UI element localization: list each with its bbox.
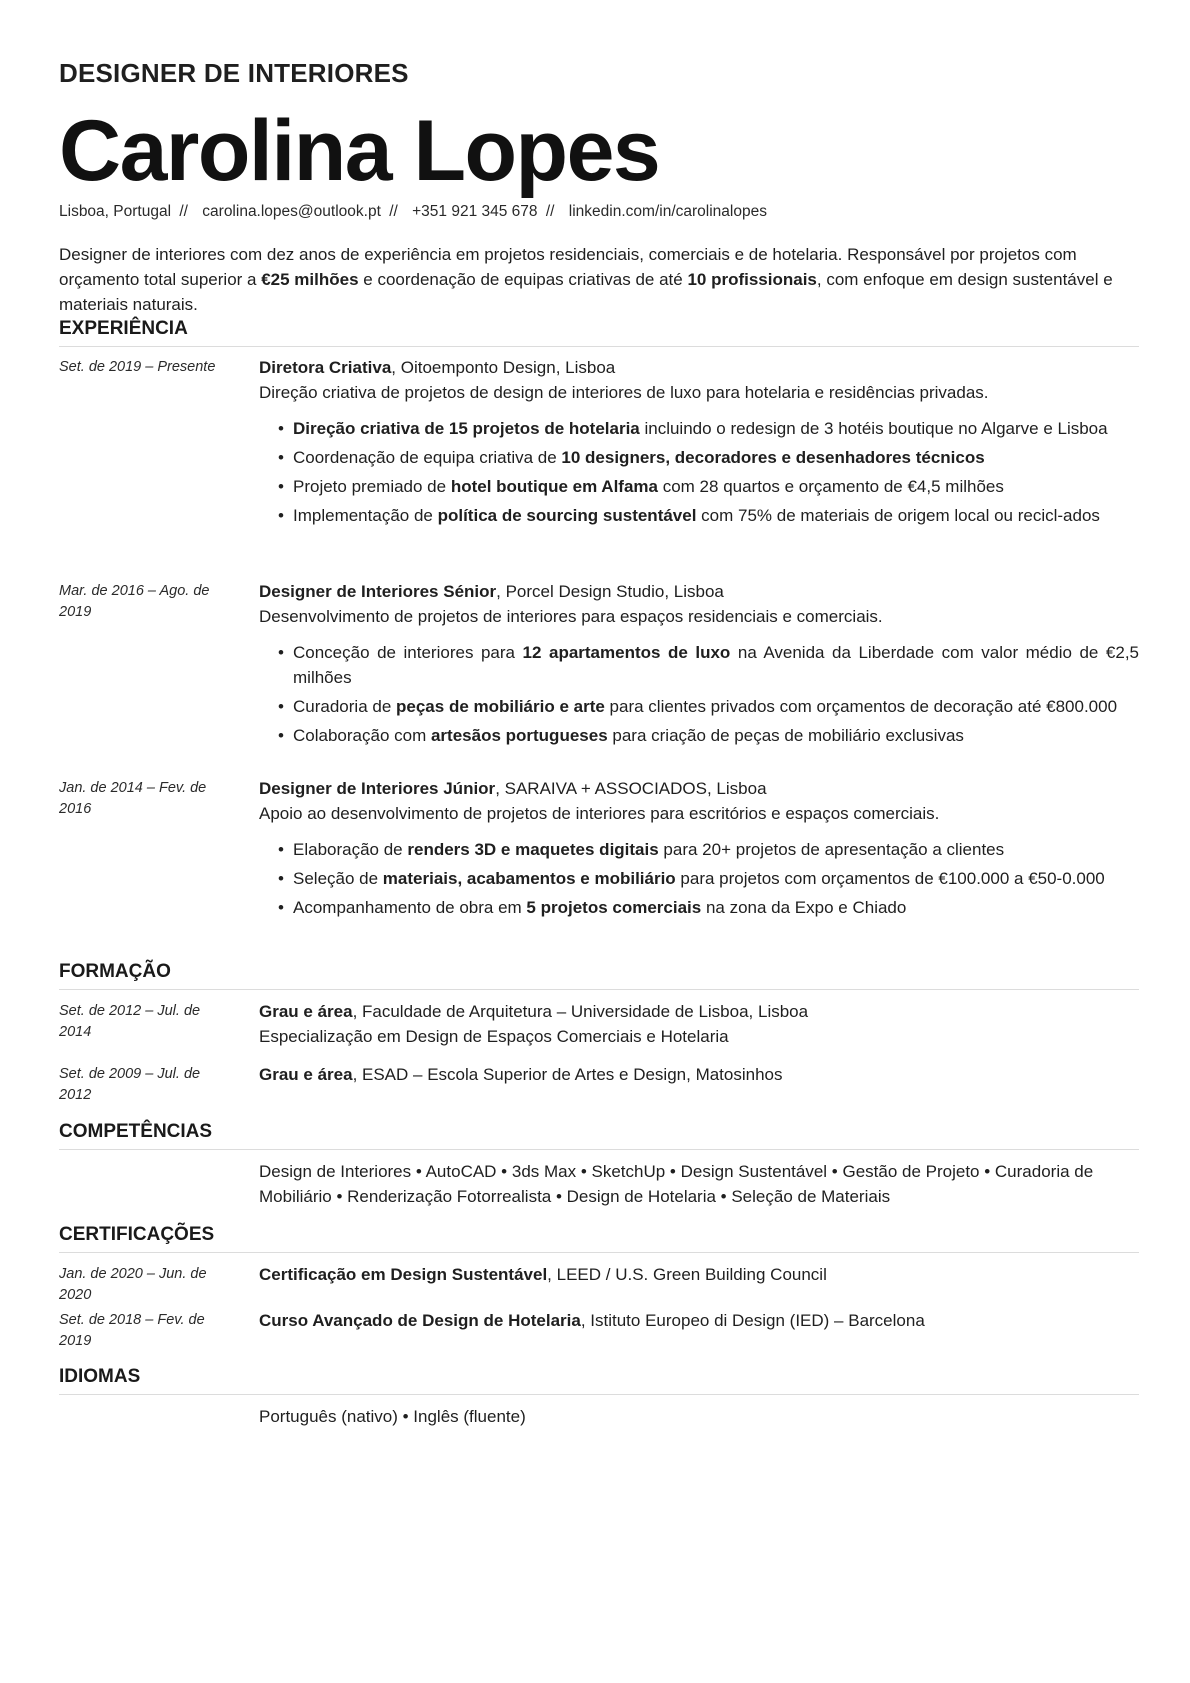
job-title: DESIGNER DE INTERIORES	[59, 58, 409, 88]
entry-date: Set. de 2009 – Jul. de 2012	[59, 1066, 201, 1103]
bullet-item: • Seleção de materiais, acabamentos e mobiliário para projetos com orçamentos de €100.000 a €50-0.000	[278, 866, 1139, 891]
entry-org: , SARAIVA + ASSOCIADOS, Lisboa	[495, 779, 767, 798]
profile-summary	[59, 242, 1139, 317]
bullet-item: • Projeto premiado de hotel boutique em Alfama com 28 quartos e orçamento de €4,5 milhões	[278, 474, 1139, 499]
bullet-item: • Direção criativa de 15 projetos de hotelaria incluindo o redesign de 3 hotéis boutique no Algarve e Lisboa	[278, 416, 1139, 441]
entry-org: , ESAD – Escola Superior de Artes e Design, Matosinhos	[352, 1065, 783, 1084]
entry-date: Set. de 2018 – Fev. de 2019	[59, 1312, 205, 1349]
contact-separator: //	[545, 203, 555, 220]
entry-body	[259, 1262, 1139, 1287]
entry-body	[259, 579, 1139, 752]
entry-title: Diretora Criativa	[259, 358, 392, 377]
bullet-item: • Implementação de política de sourcing sustentável com 75% de materiais de origem local ou recicl-ados	[278, 503, 1139, 528]
summary-text: e coordenação de equipas criativas de até	[358, 270, 688, 289]
entry-description: Desenvolvimento de projetos de interiores para espaços residenciais e comerciais.	[259, 607, 883, 626]
entry-description: Direção criativa de projetos de design de interiores de luxo para hotelaria e residências privadas.	[259, 383, 989, 402]
contact-separator: //	[389, 203, 398, 220]
entry-description: Especialização em Design de Espaços Comerciais e Hotelaria	[259, 1027, 729, 1046]
entry-bullets	[259, 416, 1139, 528]
entry-body	[259, 355, 1139, 532]
languages-section	[59, 1366, 1139, 1395]
entry-org: , Faculdade de Arquitetura – Universidade de Lisboa, Lisboa	[352, 1002, 809, 1021]
section-heading-experience: EXPERIÊNCIA	[59, 318, 1139, 347]
entry-title: Curso Avançado de Design de Hotelaria	[259, 1311, 581, 1330]
contact-separator: //	[179, 203, 188, 220]
entry-body	[259, 1062, 1139, 1087]
bullet-item: • Colaboração com artesãos portugueses para criação de peças de mobiliário exclusivas	[278, 723, 1139, 748]
section-heading-certifications: CERTIFICAÇÕES	[59, 1224, 1139, 1253]
experience-section	[59, 318, 1139, 347]
entry-date: Set. de 2012 – Jul. de 2014	[59, 1003, 201, 1040]
summary-highlight: 10 profissionais	[687, 270, 817, 289]
skills-section	[59, 1121, 1139, 1150]
contact-location: Lisboa, Portugal	[59, 203, 172, 220]
summary-text: Designer de interiores com dez anos de experiência em projetos residenciais, comerciais e de hotelaria. Responsável por projetos com orçamento total superior a	[59, 245, 1077, 289]
entry-org: , Oitoemponto Design, Lisboa	[391, 358, 616, 377]
bullet-item: • Acompanhamento de obra em 5 projetos comerciais na zona da Expo e Chiado	[278, 895, 1139, 920]
section-heading-skills: COMPETÊNCIAS	[59, 1121, 1139, 1150]
entry-body	[259, 1308, 1139, 1333]
summary-highlight: €25 milhões	[261, 270, 359, 289]
entry-title: Designer de Interiores Sénior	[259, 582, 497, 601]
contact-line	[59, 203, 767, 221]
entry-bullets	[259, 837, 1139, 920]
entry-title: Grau e área	[259, 1065, 353, 1084]
skills-list: Design de Interiores • AutoCAD • 3ds Max • SketchUp • Design Sustentável • Gestão de Projeto • Curadoria de Mobiliário • Renderização Fotorrealista • Design de Hotelaria • Seleção de Materiais	[259, 1162, 1094, 1206]
bullet-item: • Coordenação de equipa criativa de 10 designers, decoradores e desenhadores técnicos	[278, 445, 1139, 470]
entry-body	[259, 776, 1139, 924]
entry-date: Jan. de 2020 – Jun. de 2020	[59, 1266, 207, 1303]
entry-body	[259, 999, 1139, 1049]
entry-org: , Istituto Europeo di Design (IED) – Barcelona	[580, 1311, 925, 1330]
bullet-item: • Elaboração de renders 3D e maquetes digitais para 20+ projetos de apresentação a clientes	[278, 837, 1139, 862]
entry-title: Certificação em Design Sustentável	[259, 1265, 548, 1284]
entry-title: Grau e área	[259, 1002, 353, 1021]
summary-text: , com enfoque em design sustentável e materiais naturais.	[59, 270, 1113, 314]
entry-title: Designer de Interiores Júnior	[259, 779, 496, 798]
languages-list: Português (nativo) • Inglês (fluente)	[259, 1407, 526, 1426]
candidate-name: Carolina Lopes	[59, 103, 660, 199]
contact-phone[interactable]: +351 921 345 678	[412, 203, 538, 220]
entry-description: Apoio ao desenvolvimento de projetos de interiores para escritórios e espaços comerciais.	[259, 804, 940, 823]
entry-org: , Porcel Design Studio, Lisboa	[496, 582, 724, 601]
entry-org: , LEED / U.S. Green Building Council	[547, 1265, 827, 1284]
entry-date: Mar. de 2016 – Ago. de 2019	[59, 583, 210, 620]
contact-linkedin[interactable]: linkedin.com/in/carolinalopes	[568, 203, 767, 220]
bullet-item: • Conceção de interiores para 12 apartamentos de luxo na Avenida da Liberdade com valor médio de €2,5 milhões	[278, 640, 1139, 690]
education-section	[59, 961, 1139, 990]
entry-date: Jan. de 2014 – Fev. de 2016	[59, 780, 207, 817]
entry-bullets	[259, 640, 1139, 748]
entry-date: Set. de 2019 – Presente	[59, 359, 216, 375]
certifications-section	[59, 1224, 1139, 1253]
section-heading-education: FORMAÇÃO	[59, 961, 1139, 990]
contact-email[interactable]: carolina.lopes@outlook.pt	[202, 203, 381, 220]
section-heading-languages: IDIOMAS	[59, 1366, 1139, 1395]
bullet-item: • Curadoria de peças de mobiliário e arte para clientes privados com orçamentos de decoração até €800.000	[278, 694, 1139, 719]
